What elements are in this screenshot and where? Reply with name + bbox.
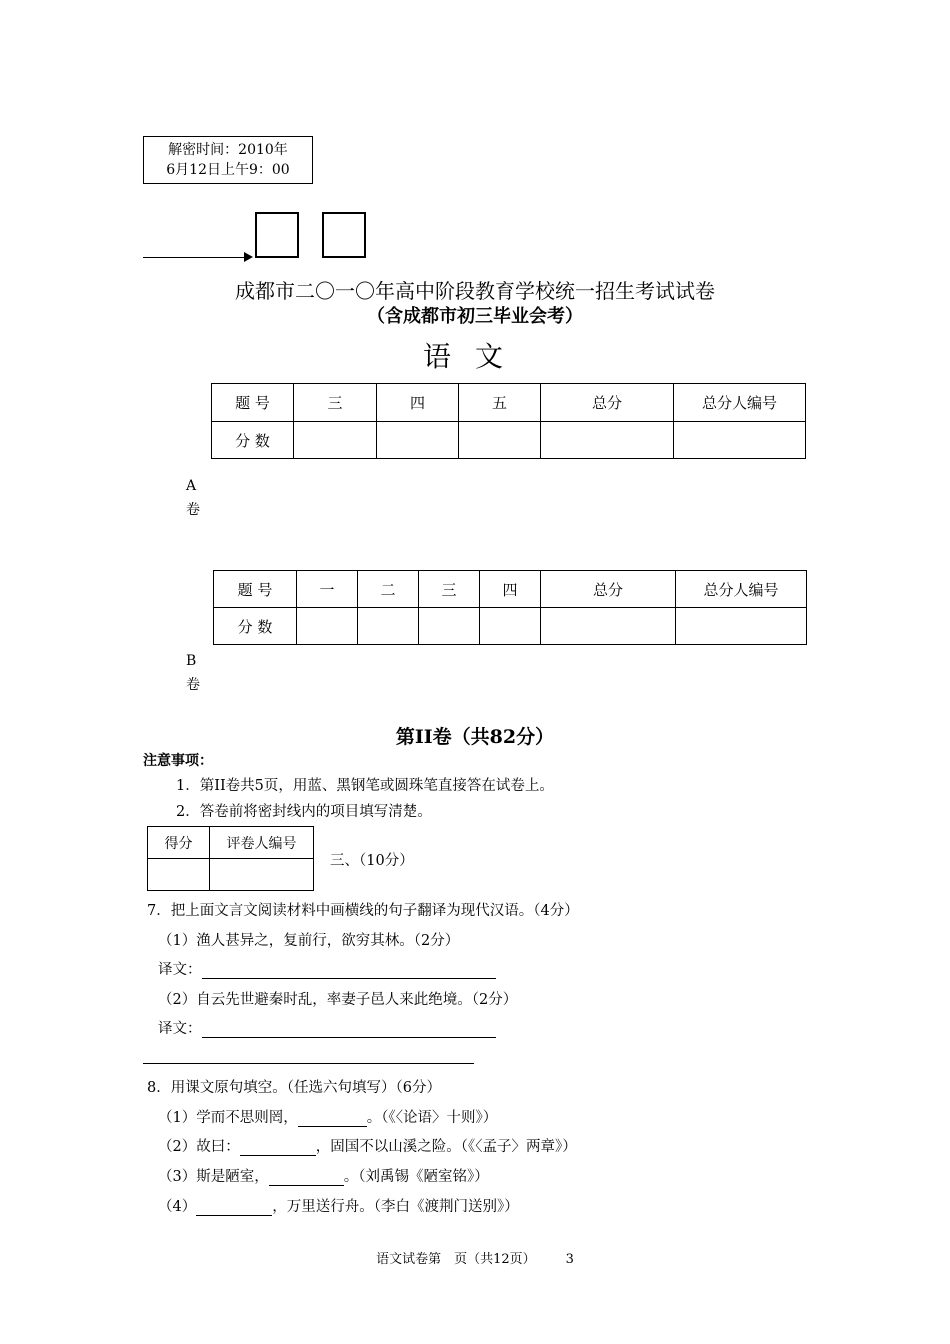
answer-continuation-line[interactable] <box>143 1063 474 1064</box>
q8-item <box>158 1106 497 1127</box>
table-b-header-cell: 三 <box>419 571 480 608</box>
table-b-score-cell[interactable] <box>419 608 480 645</box>
q8-item-post: 。（《〈论语〉十则》） <box>366 1110 498 1126</box>
table-b-header-cell: 总分人编号 <box>676 571 807 608</box>
grader-score-cell[interactable] <box>148 859 210 891</box>
fill-blank[interactable] <box>240 1139 316 1156</box>
section-three-heading: 三、（10分） <box>330 853 414 869</box>
side-label-a-char: 卷 <box>186 502 200 518</box>
q7-stem: 7．把上面文言文阅读材料中画横线的句子翻译为现代汉语。（4分） <box>147 903 579 919</box>
q8-item-pre: （4） <box>158 1199 197 1215</box>
q8-item-post: 。（刘禹锡《陋室铭》） <box>343 1169 489 1185</box>
side-label-a-letter: A <box>186 478 197 494</box>
q8-item-post: ，万里送行舟。（李白《渡荆门送别》） <box>272 1199 519 1215</box>
q7-answer-line-2 <box>158 1017 496 1038</box>
translation-label: 译文： <box>158 962 202 978</box>
q8-item <box>158 1135 577 1156</box>
footer-text: 语文试卷第 页（共12页） <box>376 1252 536 1267</box>
fill-blank[interactable] <box>196 1199 272 1216</box>
page-footer <box>0 1248 950 1267</box>
q8-item <box>158 1195 519 1216</box>
translation-blank-2[interactable] <box>202 1020 496 1038</box>
translation-label: 译文： <box>158 1021 202 1037</box>
side-label-b-char: 卷 <box>186 677 200 693</box>
table-a-row-label: 分 数 <box>212 422 294 459</box>
table-a-score-cell[interactable] <box>377 422 459 459</box>
q7-answer-line-1 <box>158 958 496 979</box>
score-table-b <box>213 570 807 645</box>
table-a-header-cell: 五 <box>459 384 541 422</box>
table-b-header-cell: 总分 <box>541 571 676 608</box>
table-a-header-cell: 题 号 <box>212 384 294 422</box>
score-table-a <box>211 383 806 459</box>
side-label-a <box>186 474 200 522</box>
table-b-score-cell[interactable] <box>676 608 807 645</box>
notice-item: 2．答卷前将密封线内的项目填写清楚。 <box>176 804 432 820</box>
table-b-header-cell: 题 号 <box>214 571 297 608</box>
table-a-score-cell[interactable] <box>541 422 674 459</box>
table-b-score-cell[interactable] <box>358 608 419 645</box>
q7-sub1: （1）渔人甚异之，复前行，欲穷其林。（2分） <box>158 933 460 949</box>
grader-id-cell[interactable] <box>210 859 314 891</box>
exam-subtitle: （含成都市初三毕业会考） <box>367 306 583 327</box>
secret-time-line2: 6月12日上午9：00 <box>166 162 290 178</box>
q8-item-pre: （1）学而不思则罔， <box>158 1110 298 1126</box>
page-number: 3 <box>565 1252 574 1267</box>
table-b-header-cell: 四 <box>480 571 541 608</box>
q8-item-post: ，固国不以山溪之险。（《〈孟子〉两章》） <box>315 1139 577 1155</box>
arrow-line <box>143 257 247 258</box>
seal-box-2 <box>322 212 366 258</box>
seal-box-1 <box>255 212 299 258</box>
table-a-score-cell[interactable] <box>674 422 806 459</box>
table-a-header-cell: 四 <box>377 384 459 422</box>
q8-item-pre: （3）斯是陋室， <box>158 1169 269 1185</box>
grader-id-label: 评卷人编号 <box>210 827 314 859</box>
subject-title: 语文 <box>422 340 527 373</box>
grader-score-label: 得分 <box>148 827 210 859</box>
arrow-head-icon <box>244 252 253 262</box>
table-b-score-cell[interactable] <box>541 608 676 645</box>
q8-stem: 8．用课文原句填空。（任选六句填写）（6分） <box>147 1080 441 1096</box>
side-label-b-letter: B <box>186 653 197 669</box>
translation-blank-1[interactable] <box>202 961 496 979</box>
table-a-score-cell[interactable] <box>294 422 377 459</box>
fill-blank[interactable] <box>269 1169 344 1186</box>
secret-time-line1: 解密时间：2010年 <box>168 142 288 158</box>
part-title: 第II卷（共82分） <box>395 726 555 748</box>
grader-table <box>147 826 314 891</box>
side-label-b <box>186 649 200 697</box>
table-a-header-cell: 总分人编号 <box>674 384 806 422</box>
table-a-header-cell: 总分 <box>541 384 674 422</box>
table-a-header-cell: 三 <box>294 384 377 422</box>
notice-heading: 注意事项： <box>143 753 213 769</box>
q7-sub2: （2）自云先世避秦时乱，率妻子邑人来此绝境。（2分） <box>158 992 518 1008</box>
exam-title: 成都市二〇一〇年高中阶段教育学校统一招生考试试卷 <box>235 279 715 303</box>
notice-item: 1．第II卷共5页，用蓝、黑钢笔或圆珠笔直接答在试卷上。 <box>176 778 554 794</box>
fill-blank[interactable] <box>298 1110 367 1127</box>
table-b-header-cell: 一 <box>297 571 358 608</box>
table-b-score-cell[interactable] <box>480 608 541 645</box>
table-b-score-cell[interactable] <box>297 608 358 645</box>
table-b-row-label: 分 数 <box>214 608 297 645</box>
q8-item <box>158 1165 489 1186</box>
secret-time-box <box>143 136 313 184</box>
table-b-header-cell: 二 <box>358 571 419 608</box>
table-a-score-cell[interactable] <box>459 422 541 459</box>
q8-item-pre: （2）故曰： <box>158 1139 240 1155</box>
